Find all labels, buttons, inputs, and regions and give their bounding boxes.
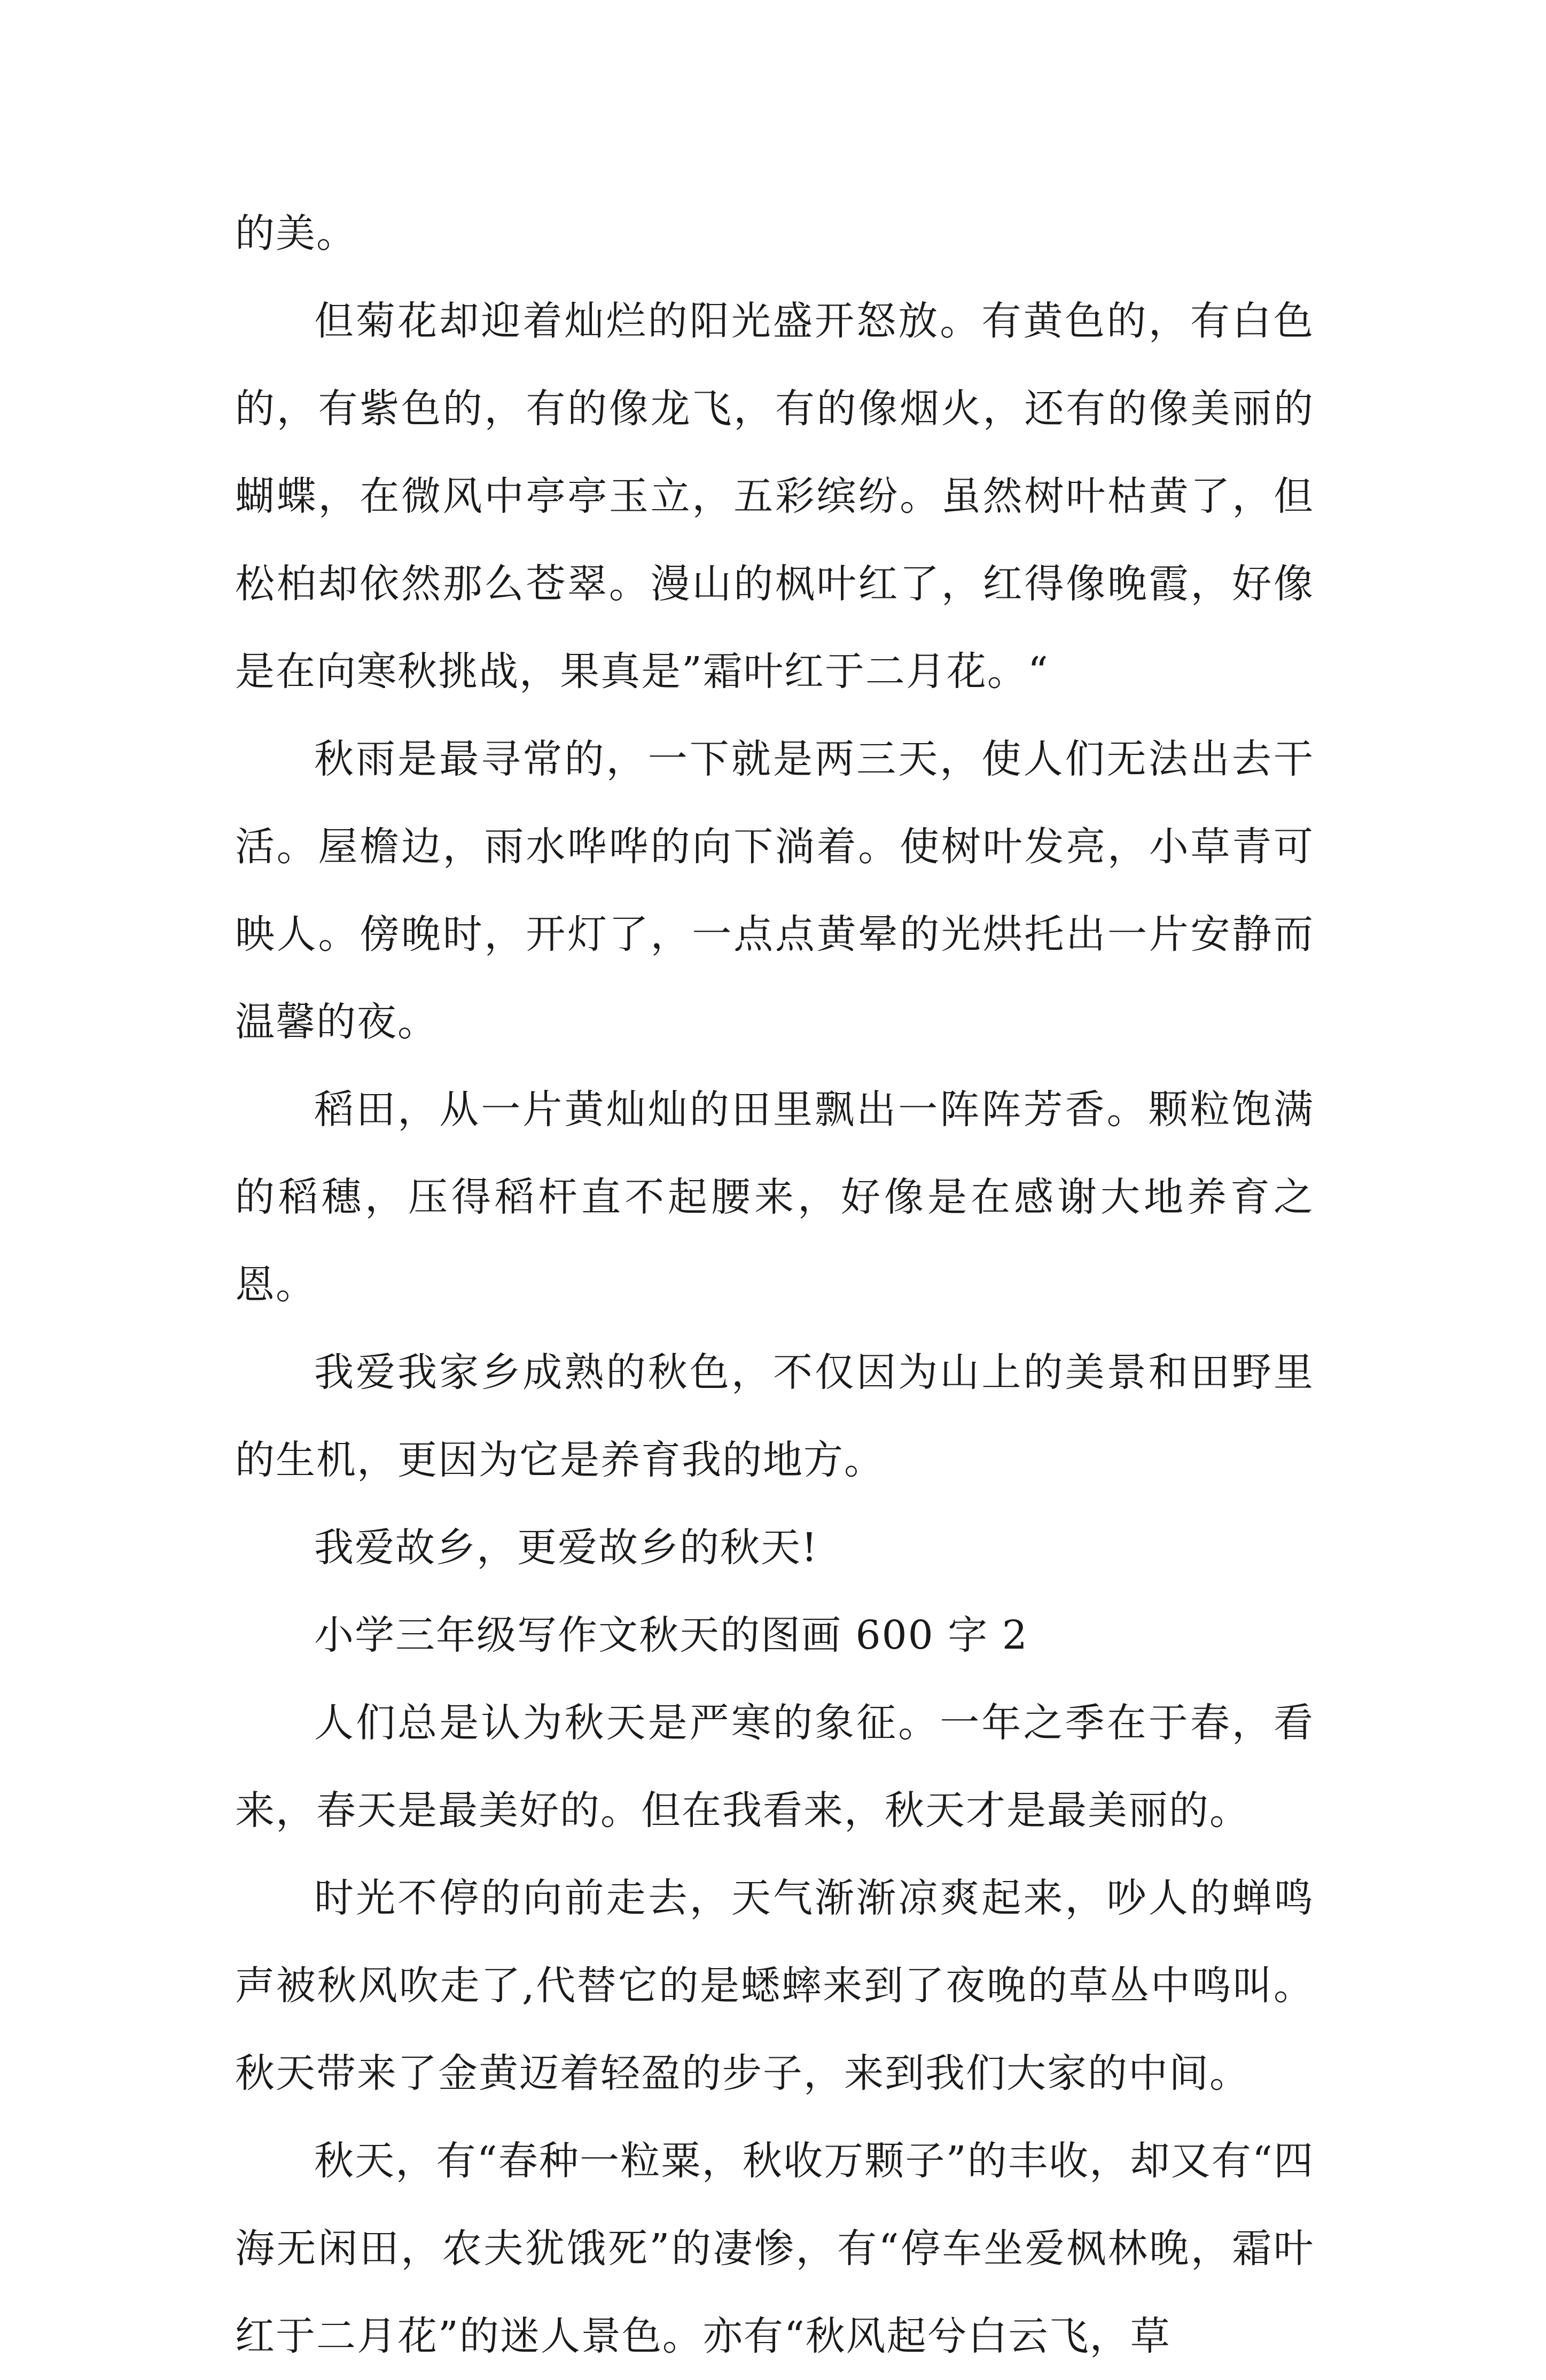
essay-title-2: 小学三年级写作文秋天的图画 600 字 2 — [314, 1612, 1028, 1658]
paragraph-love-hometown: 我爱我家乡成熟的秋色，不仅因为山上的美景和田野里的生机，更因为它是养育我的地方。 — [235, 1349, 1314, 1483]
essay-body — [235, 190, 1314, 2380]
paragraph-autumn-rain: 秋雨是最寻常的，一下就是两三天，使人们无法出去干活。屋檐边，雨水哗哗的向下淌着。使树叶发亮，小草青可映人。傍晚时，开灯了，一点点黄晕的光烘托出一片安静而温馨的夜。 — [235, 736, 1314, 1045]
paragraph-time-passing: 时光不停的向前走去，天气渐渐凉爽起来，吵人的蝉鸣声被秋风吹走了,代替它的是蟋蟀来到了夜晚的草丛中鸣叫。秋天带来了金黄迈着轻盈的步子，来到我们大家的中间。 — [235, 1875, 1314, 2096]
paragraph-continuation: 的美。 — [235, 210, 357, 256]
paragraph-chrysanthemum: 但菊花却迎着灿烂的阳光盛开怒放。有黄色的，有白色的，有紫色的，有的像龙飞，有的像烟火，还有的像美丽的蝴蝶，在微风中亭亭玉立，五彩缤纷。虽然树叶枯黄了，但松柏却依然那么苍翠。漫山的枫叶红了，红得像晚霞，好像是在向寒秋挑战，果真是”霜叶红于二月花。“ — [235, 298, 1314, 695]
paragraph-closing: 我爱故乡，更爱故乡的秋天! — [314, 1525, 818, 1571]
paragraph-intro-2: 人们总是认为秋天是严寒的象征。一年之季在于春，看来，春天是最美好的。但在我看来，秋天才是最美丽的。 — [235, 1700, 1314, 1833]
paragraph-rice-field: 稻田，从一片黄灿灿的田里飘出一阵阵芳香。颗粒饱满的稻穗，压得稻杆直不起腰来，好像是在感谢大地养育之恩。 — [235, 1087, 1314, 1308]
paragraph-poems: 秋天，有“春种一粒粟，秋收万颗子”的丰收，却又有“四海无闲田，农夫犹饿死”的凄惨，有“停车坐爱枫林晚，霜叶红于二月花”的迷人景色。亦有“秋风起兮白云飞，草 — [235, 2138, 1314, 2359]
